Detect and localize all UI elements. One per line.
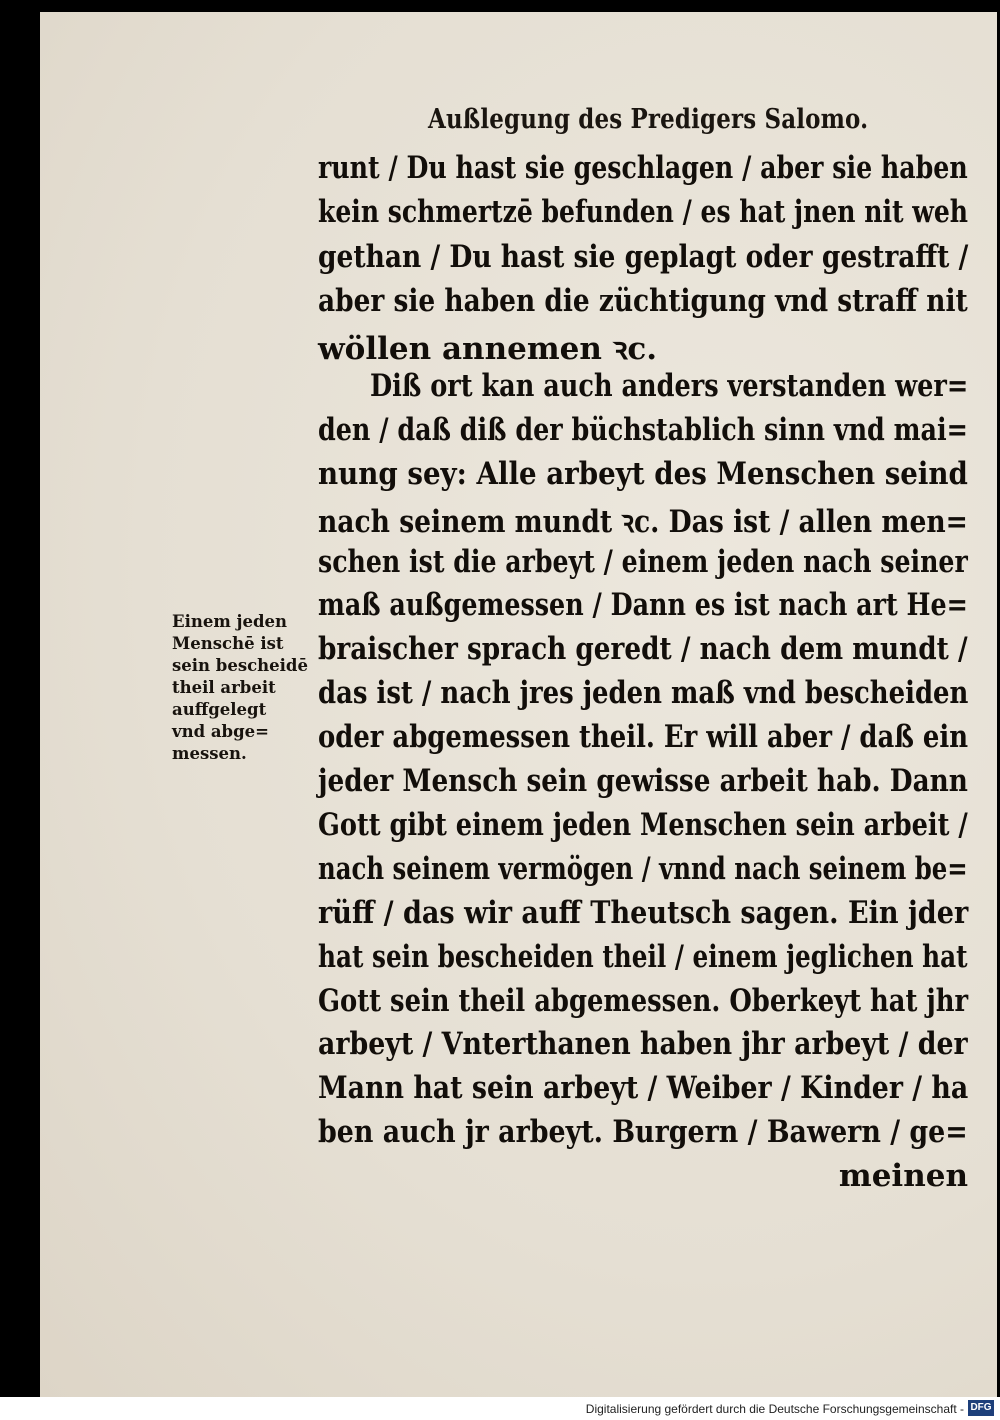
text-line: nach seinem vermögen / vnnd nach seinem be= (318, 851, 968, 887)
text-line: maß außgemessen / Dann es ist nach art He= (318, 587, 968, 623)
text-line: Gott sein theil abgemessen. Oberkeyt hat jhr (318, 983, 969, 1019)
text-line: den / daß diß der büchstablich sinn vnd mai= (318, 412, 968, 448)
running-header: Außlegung des Predigers Salomo. (428, 104, 869, 135)
margin-line: messen. (172, 744, 247, 763)
text-line: Gott gibt einem jeden Menschen sein arbeit / (318, 807, 968, 843)
catchword: meinen (838, 1158, 968, 1194)
text-line: nach seinem mundt ꝛc. Das ist / allen men= (318, 504, 968, 540)
text-line: rüff / das wir auff Theutsch sagen. Ein jder (318, 895, 969, 931)
text-line: gethan / Du hast sie geplagt oder gestrafft / (318, 239, 969, 275)
text-line: braischer sprach geredt / nach dem mundt / (318, 631, 968, 667)
text-line: ben auch jr arbeyt. Burgern / Bawern / ge= (318, 1114, 968, 1150)
funding-notice: Digitalisierung gefördert durch die Deutsche Forschungsgemeinschaft - (585, 1402, 964, 1416)
text-line: oder abgemessen theil. Er will aber / daß ein (318, 719, 968, 755)
text-line: das ist / nach jres jeden maß vnd bescheiden (318, 675, 969, 711)
text-line: kein schmertzē befunden / es hat jnen nit weh (318, 194, 969, 230)
margin-line: vnd abge= (172, 722, 269, 741)
text-line: schen ist die arbeyt / einem jeden nach seiner (318, 544, 968, 580)
scan-left-edge (0, 12, 40, 1397)
margin-line: sein bescheidē (172, 656, 308, 675)
text-line: aber sie haben die züchtigung vnd straff nit (318, 283, 968, 319)
text-line: jeder Mensch sein gewisse arbeit hab. Dann (318, 763, 968, 799)
text-line: Mann hat sein arbeyt / Weiber / Kinder / ha (318, 1070, 969, 1106)
margin-line: Menschē ist (172, 634, 284, 653)
margin-line: auffgelegt (172, 700, 267, 719)
dfg-logo-icon: DFG (968, 1400, 994, 1416)
margin-line: theil arbeit (172, 678, 276, 697)
text-line: runt / Du hast sie geschlagen / aber sie haben (318, 150, 968, 186)
text-line: arbeyt / Vnterthanen haben jhr arbeyt / der (318, 1026, 968, 1062)
text-line: hat sein bescheiden theil / einem jeglichen hat (318, 939, 968, 975)
text-line: nung sey: Alle arbeyt des Menschen seind (318, 456, 968, 492)
text-line: wöllen annemen ꝛc. (318, 331, 658, 367)
margin-line: Einem jeden (172, 612, 288, 631)
text-line: Diß ort kan auch anders verstanden wer= (370, 368, 969, 404)
